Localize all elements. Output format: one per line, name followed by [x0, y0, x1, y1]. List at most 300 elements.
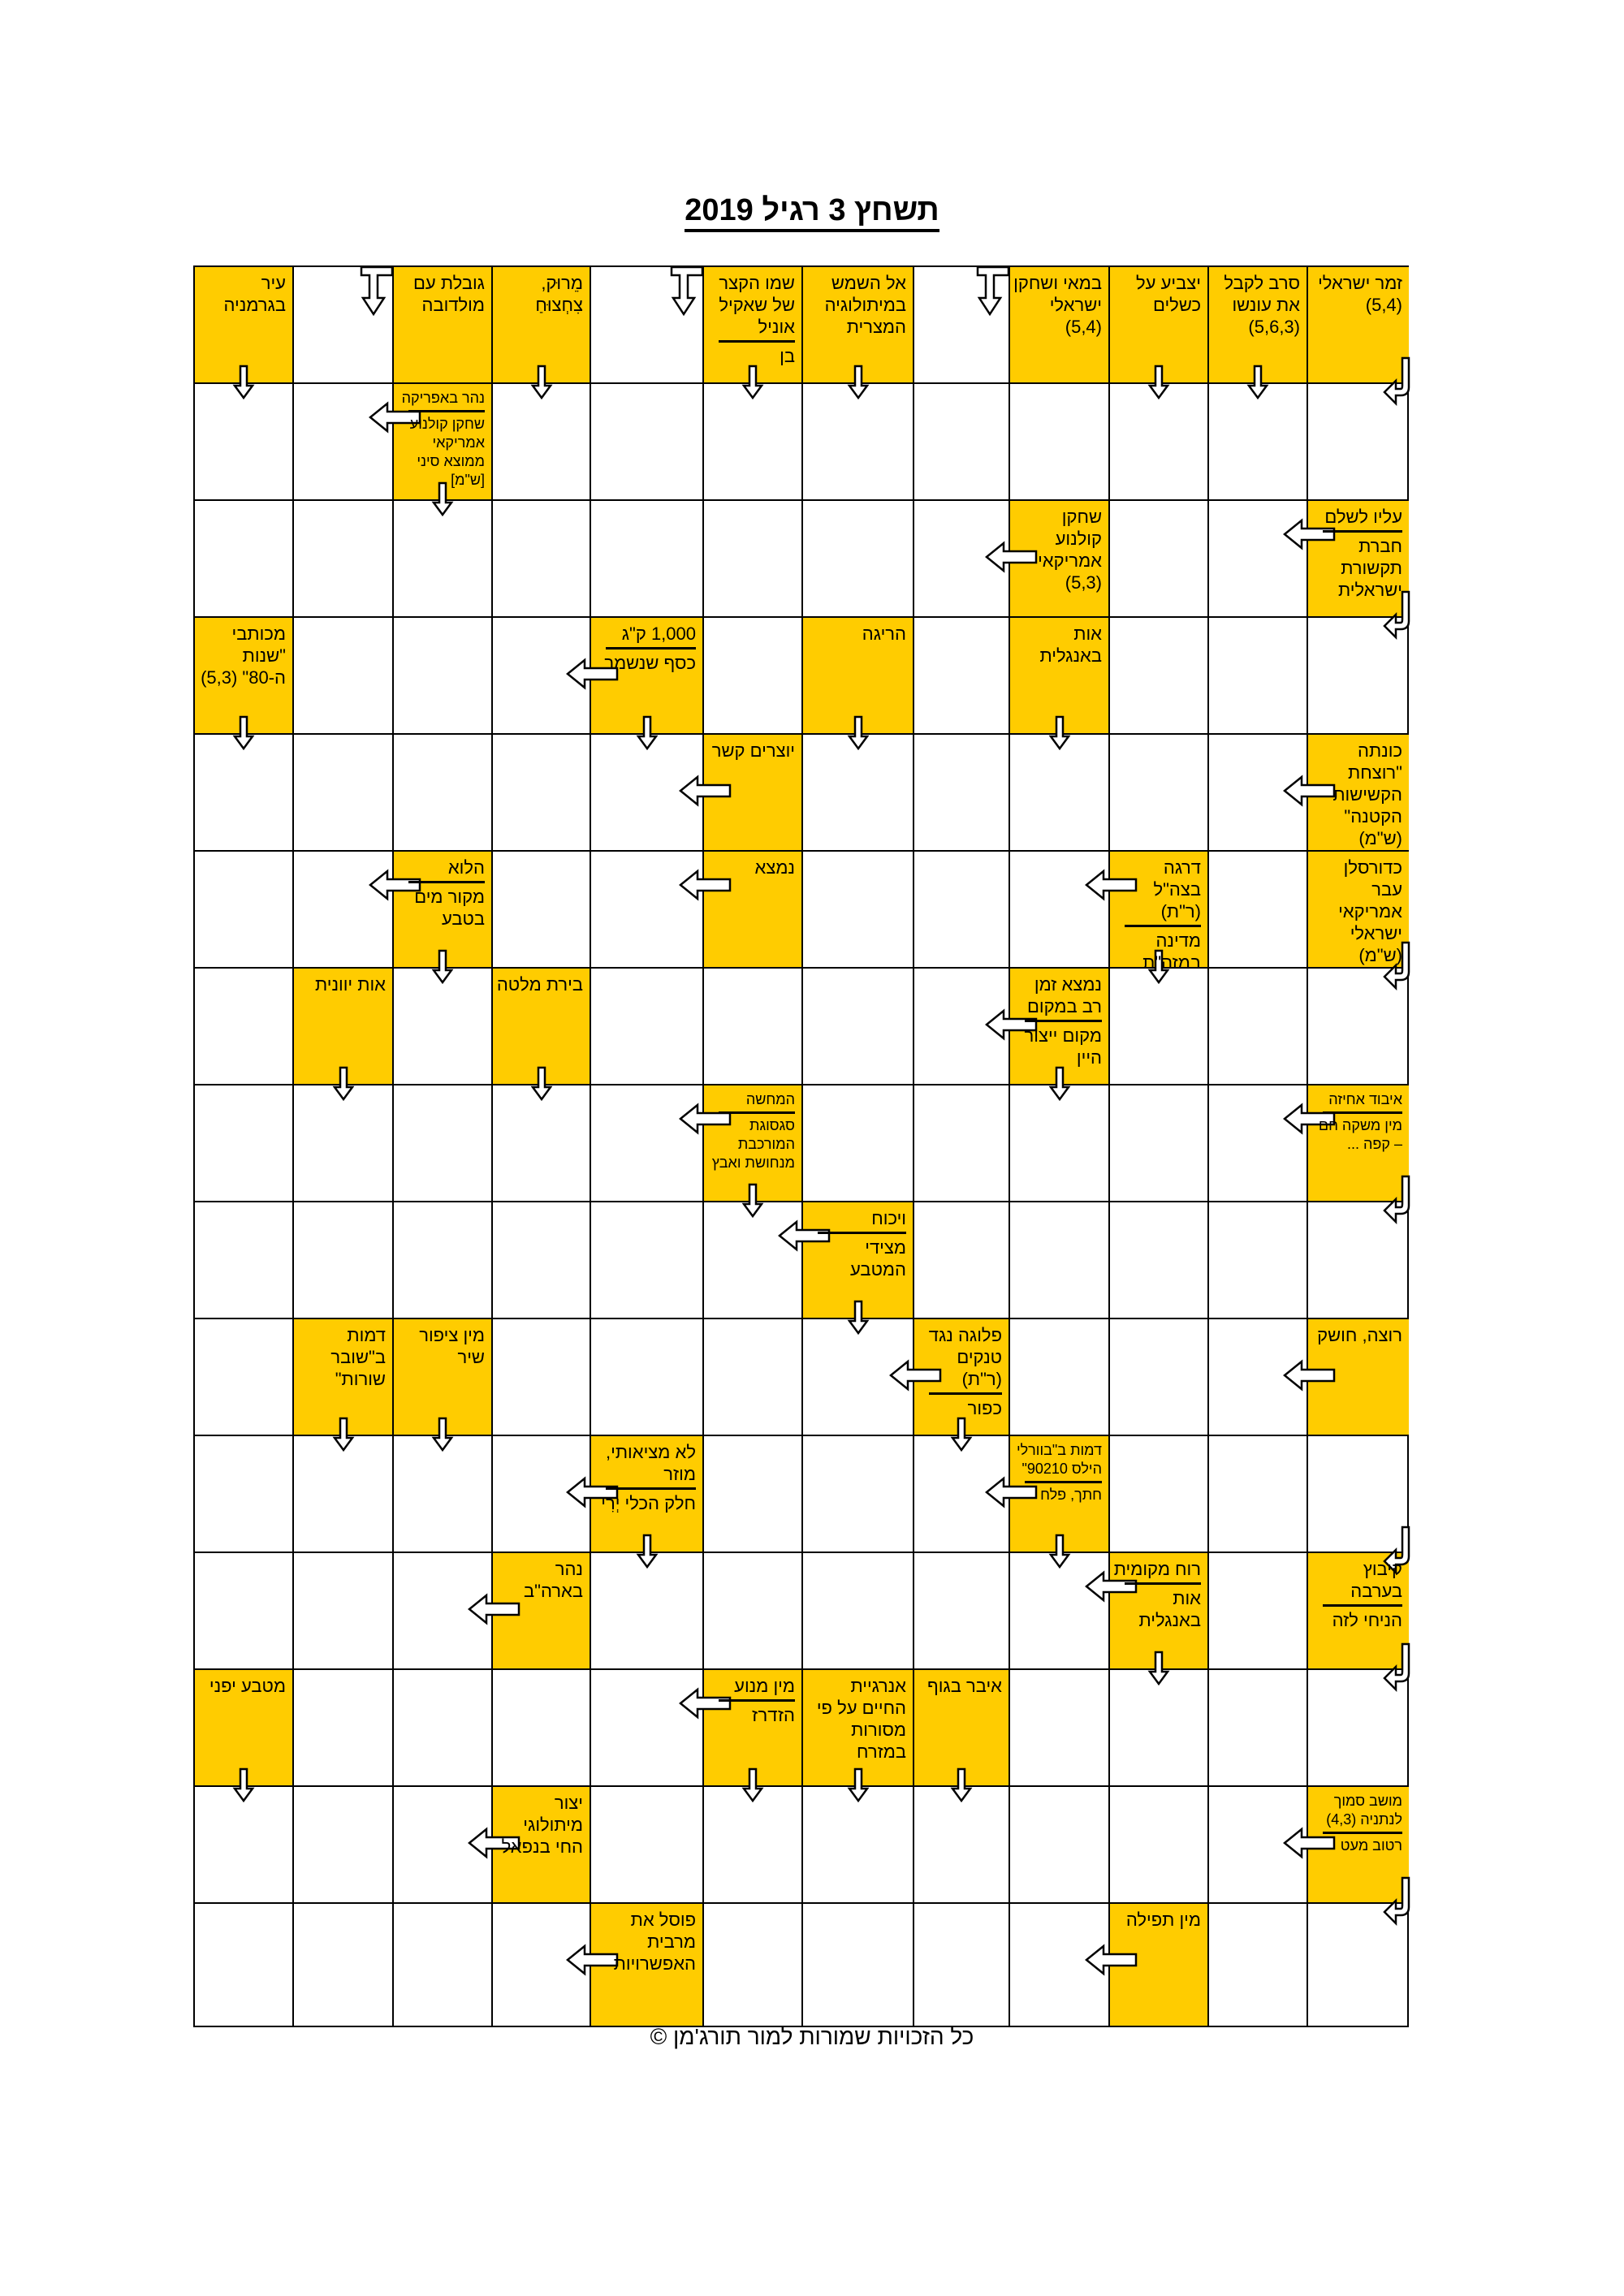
answer-cell[interactable]	[591, 384, 704, 501]
puzzle-title	[0, 193, 1624, 228]
arrow-curve-icon	[1381, 358, 1414, 410]
crossword-grid	[193, 265, 1409, 2027]
arrow-left-icon	[1086, 1944, 1136, 1975]
clue-text	[496, 973, 583, 995]
clue: מכותבי "שנות ה-80" (5,3)	[201, 624, 286, 688]
arrow-shape	[335, 1068, 352, 1099]
clue-divider	[1025, 1481, 1102, 1483]
clue-text	[1311, 1090, 1402, 1154]
clue-text	[1311, 506, 1402, 601]
arrow-shape	[1285, 1362, 1334, 1389]
clue: יצביע על כשלים	[1136, 273, 1201, 315]
answer-cell[interactable]	[493, 501, 591, 618]
clue-cell[interactable]	[1308, 1553, 1409, 1670]
answer-cell[interactable]	[591, 267, 704, 384]
arrow-down-icon	[334, 1418, 353, 1451]
clue-cell[interactable]	[704, 1085, 803, 1202]
answer-cell[interactable]	[493, 1202, 591, 1319]
answer-cell[interactable]	[914, 735, 1010, 852]
answer-cell[interactable]	[591, 1319, 704, 1436]
clue-text	[707, 1675, 795, 1726]
answer-cell[interactable]	[294, 618, 394, 735]
arrow-down-icon	[1149, 1652, 1168, 1685]
answer-cell[interactable]	[394, 1904, 493, 2026]
arrow-shape	[849, 1301, 867, 1333]
answer-cell[interactable]	[294, 1670, 394, 1787]
clue: יוצרים קשר	[711, 740, 795, 761]
answer-cell[interactable]	[803, 969, 914, 1085]
clue: איבוד אחיזה	[1328, 1091, 1402, 1107]
answer-cell[interactable]	[1110, 618, 1209, 735]
clue-cell[interactable]	[195, 267, 294, 384]
arrow-down-icon	[1248, 366, 1268, 399]
arrow-shape	[978, 267, 1009, 314]
clue: שחקן קולנוע אמריקאי ממוצא סיני [ש"מ]	[409, 416, 485, 488]
answer-cell[interactable]	[294, 1787, 394, 1904]
clue-cell[interactable]	[394, 852, 493, 969]
answer-cell[interactable]	[493, 384, 591, 501]
answer-cell[interactable]	[704, 384, 803, 501]
clue-cell[interactable]	[1308, 501, 1409, 618]
arrow-down-icon	[743, 1185, 762, 1217]
clue-cell[interactable]	[704, 267, 803, 384]
clue: פוסל את מרבית האפשרויות	[613, 1910, 696, 1974]
answer-cell[interactable]	[914, 1085, 1010, 1202]
clue-cell[interactable]	[1308, 1319, 1409, 1436]
answer-cell[interactable]	[195, 1904, 294, 2026]
answer-cell[interactable]	[803, 735, 914, 852]
answer-cell[interactable]	[1209, 618, 1308, 735]
clue-cell[interactable]	[1110, 267, 1209, 384]
answer-cell[interactable]	[1110, 1436, 1209, 1553]
clue-cell[interactable]	[1010, 267, 1110, 384]
clue: רטוב מעט	[1340, 1837, 1402, 1854]
clue-cell[interactable]	[394, 1319, 493, 1436]
clue-cell[interactable]	[1209, 267, 1308, 384]
arrow-shape	[1051, 1535, 1069, 1567]
clue-text	[1311, 1324, 1402, 1346]
answer-cell[interactable]	[914, 1553, 1010, 1670]
clue: מֵרוּק, צִחְצוּחַ	[535, 273, 583, 315]
answer-cell[interactable]	[493, 1319, 591, 1436]
clue: גובלת עם מולדובה	[413, 273, 485, 315]
arrow-down-icon	[849, 1301, 868, 1334]
clue-text	[918, 1324, 1002, 1419]
clue-text	[1311, 857, 1402, 966]
answer-cell[interactable]	[294, 267, 394, 384]
clue-text	[918, 1675, 1002, 1697]
arrow-shape	[361, 267, 392, 314]
clue-text	[397, 389, 485, 490]
clue-cell[interactable]	[591, 1436, 704, 1553]
clue-cell[interactable]	[1110, 1904, 1209, 2026]
clue: סגסוגת המורכבת מנחושת ואבץ	[711, 1117, 795, 1171]
answer-cell[interactable]	[1209, 969, 1308, 1085]
answer-cell[interactable]	[803, 1436, 914, 1553]
clue: מושב סמוך לנתניה (4,3)	[1326, 1793, 1402, 1828]
clue-divider	[929, 1392, 1002, 1395]
arrow-corner-icon	[976, 265, 1012, 316]
clue: עליו לשלם	[1324, 507, 1402, 527]
answer-cell[interactable]	[1010, 735, 1110, 852]
clue: יצור מיתולוגי החי בנפאל	[501, 1793, 583, 1857]
arrow-left-icon	[680, 775, 730, 806]
arrow-shape	[1249, 366, 1267, 398]
clue: חתך, פלח	[1040, 1487, 1102, 1503]
clue: רוח מקומית	[1113, 1559, 1201, 1579]
clue-text	[1013, 1441, 1102, 1504]
answer-cell[interactable]	[704, 1904, 803, 2026]
arrow-shape	[672, 267, 702, 314]
arrow-curve-icon	[1381, 1176, 1414, 1228]
clue-text	[806, 1675, 906, 1763]
answer-cell[interactable]	[195, 1553, 294, 1670]
clue-cell[interactable]	[294, 969, 394, 1085]
clue: אנרגיית החיים על פי מסורות במזרח	[816, 1676, 906, 1762]
clue: הזדרז	[752, 1705, 795, 1725]
clue: רוצה, חושק	[1317, 1325, 1402, 1345]
answer-cell[interactable]	[803, 1787, 914, 1904]
clue: סרב לקבל את עונשו (5,6,3)	[1224, 273, 1300, 337]
clue: מין תפילה	[1125, 1910, 1201, 1930]
clue-cell[interactable]	[704, 1670, 803, 1787]
clue-text	[496, 272, 583, 316]
arrow-shape	[1384, 1176, 1409, 1222]
answer-cell[interactable]	[195, 1202, 294, 1319]
clue: מין מנוע	[734, 1676, 795, 1696]
arrow-shape	[235, 1769, 253, 1801]
answer-cell[interactable]	[294, 1904, 394, 2026]
answer-cell[interactable]	[704, 618, 803, 735]
answer-cell[interactable]	[803, 1904, 914, 2026]
clue-text	[594, 623, 696, 674]
answer-cell[interactable]	[195, 1787, 294, 1904]
answer-cell[interactable]	[1110, 1670, 1209, 1787]
answer-cell[interactable]	[914, 1787, 1010, 1904]
clue-text	[297, 973, 386, 995]
clue-cell[interactable]	[1308, 735, 1409, 852]
answer-cell[interactable]	[195, 384, 294, 501]
answer-cell[interactable]	[1308, 1436, 1409, 1553]
clue-text	[198, 272, 286, 316]
clue: מדינה במזה"ת	[1142, 930, 1201, 973]
clue: כסף שנשמר	[604, 653, 696, 673]
answer-cell[interactable]	[1209, 1670, 1308, 1787]
answer-cell[interactable]	[394, 501, 493, 618]
answer-cell[interactable]	[1010, 1319, 1110, 1436]
clue-cell[interactable]	[195, 618, 294, 735]
clue: נהר בארה"ב	[524, 1559, 583, 1601]
answer-cell[interactable]	[394, 1085, 493, 1202]
arrow-shape	[952, 1769, 970, 1801]
clue: דרגה בצה"ל (ר"ת)	[1153, 857, 1201, 921]
clue-text	[1311, 740, 1402, 849]
arrow-shape	[849, 1769, 867, 1801]
clue-cell[interactable]	[1110, 1553, 1209, 1670]
arrow-shape	[235, 717, 253, 749]
clue: בירת מלטה	[496, 974, 583, 995]
answer-cell[interactable]	[394, 1670, 493, 1787]
answer-cell[interactable]	[294, 1085, 394, 1202]
clue-text	[1013, 506, 1102, 593]
answer-cell[interactable]	[1110, 1787, 1209, 1904]
arrow-down-icon	[433, 951, 452, 983]
answer-cell[interactable]	[294, 1553, 394, 1670]
arrow-shape	[744, 1185, 762, 1216]
answer-cell[interactable]	[394, 735, 493, 852]
clue-divider	[408, 881, 485, 883]
clue-text	[806, 623, 906, 645]
answer-cell[interactable]	[803, 384, 914, 501]
clue-cell[interactable]	[294, 1319, 394, 1436]
answer-cell[interactable]	[803, 1553, 914, 1670]
clue-cell[interactable]	[803, 267, 914, 384]
arrow-shape	[1384, 1644, 1409, 1690]
clue: מקום ייצור היין	[1024, 1025, 1102, 1068]
clue: כפור	[967, 1398, 1002, 1418]
clue-cell[interactable]	[493, 267, 591, 384]
answer-cell[interactable]	[1110, 1202, 1209, 1319]
clue-text	[1013, 272, 1102, 338]
clue: דמות ב"שובר שורות"	[330, 1325, 386, 1389]
arrow-shape	[849, 366, 867, 398]
clue-cell[interactable]	[1308, 1085, 1409, 1202]
clue-divider	[1125, 1582, 1201, 1585]
arrow-shape	[1384, 358, 1409, 404]
arrow-down-icon	[1050, 717, 1069, 749]
clue-text	[707, 740, 795, 762]
clue: הלוא	[447, 857, 485, 878]
arrow-corner-icon	[670, 265, 706, 316]
clue-text	[297, 1324, 386, 1390]
clue-cell[interactable]	[591, 1904, 704, 2026]
answer-cell[interactable]	[1110, 969, 1209, 1085]
clue-text	[806, 272, 906, 338]
clue: כדורסלן עבר אמריקאי ישראלי (ש"מ)	[1338, 857, 1402, 965]
answer-cell[interactable]	[294, 735, 394, 852]
clue: מין משקה חם – קפה ...	[1318, 1117, 1402, 1152]
answer-cell[interactable]	[394, 1202, 493, 1319]
answer-cell[interactable]	[1010, 384, 1110, 501]
clue-cell[interactable]	[914, 1670, 1010, 1787]
arrow-shape	[638, 1535, 656, 1567]
answer-cell[interactable]	[493, 1670, 591, 1787]
clue: זמר ישראלי (5,4)	[1318, 273, 1402, 315]
answer-cell[interactable]	[394, 618, 493, 735]
answer-cell[interactable]	[1209, 384, 1308, 501]
answer-cell[interactable]	[195, 852, 294, 969]
clue: 1,000 ק"ג	[621, 624, 696, 644]
clue: אות יוונית	[314, 974, 386, 995]
answer-cell[interactable]	[704, 1436, 803, 1553]
clue-cell[interactable]	[1308, 852, 1409, 969]
clue-cell[interactable]	[803, 618, 914, 735]
clue: נמצא	[754, 857, 795, 878]
arrow-shape	[638, 717, 656, 749]
answer-cell[interactable]	[914, 618, 1010, 735]
answer-cell[interactable]	[914, 384, 1010, 501]
arrow-down-icon	[849, 1769, 868, 1802]
answer-cell[interactable]	[1110, 501, 1209, 618]
answer-cell[interactable]	[591, 1787, 704, 1904]
answer-cell[interactable]	[1110, 735, 1209, 852]
answer-cell[interactable]	[195, 1436, 294, 1553]
arrow-down-icon	[743, 366, 762, 399]
answer-cell[interactable]	[294, 501, 394, 618]
clue-cell[interactable]	[493, 1787, 591, 1904]
clue-divider	[408, 410, 485, 412]
clue-cell[interactable]	[1010, 618, 1110, 735]
answer-cell[interactable]	[493, 852, 591, 969]
arrow-curve-icon	[1381, 1878, 1414, 1930]
clue-cell[interactable]	[704, 852, 803, 969]
answer-cell[interactable]	[195, 969, 294, 1085]
clue-text	[1113, 1909, 1201, 1931]
clue-divider	[818, 1232, 906, 1234]
arrow-shape	[744, 1769, 762, 1801]
answer-cell[interactable]	[803, 501, 914, 618]
clue: מטבע יפני	[209, 1676, 286, 1696]
answer-cell[interactable]	[591, 501, 704, 618]
answer-cell[interactable]	[1110, 1085, 1209, 1202]
arrow-down-icon	[1050, 1535, 1069, 1568]
answer-cell[interactable]	[1010, 1787, 1110, 1904]
answer-cell[interactable]	[195, 1085, 294, 1202]
answer-cell[interactable]	[493, 1085, 591, 1202]
arrow-left-icon	[1284, 1360, 1334, 1391]
copyright-footer: כל הזכויות שמורות למור תורג'מן ©	[650, 2024, 974, 2049]
clue-text	[1113, 1558, 1201, 1631]
arrow-down-icon	[952, 1418, 971, 1451]
clue: מקור מים בטבע	[414, 887, 485, 929]
answer-cell[interactable]	[294, 1436, 394, 1553]
answer-cell[interactable]	[1209, 852, 1308, 969]
arrow-curve-icon	[1381, 1644, 1414, 1696]
clue-divider	[606, 647, 696, 650]
answer-cell[interactable]	[1209, 1553, 1308, 1670]
answer-cell[interactable]	[591, 969, 704, 1085]
clue-cell[interactable]	[394, 384, 493, 501]
answer-cell[interactable]	[704, 501, 803, 618]
clue: איבר בגוף	[927, 1676, 1002, 1696]
arrow-down-icon	[234, 366, 253, 399]
clue-divider	[1323, 530, 1402, 533]
answer-cell[interactable]	[1010, 1202, 1110, 1319]
answer-cell[interactable]	[914, 1904, 1010, 2026]
answer-cell[interactable]	[195, 501, 294, 618]
answer-cell[interactable]	[394, 1436, 493, 1553]
arrow-shape	[434, 951, 451, 982]
answer-cell[interactable]	[1209, 1202, 1308, 1319]
clue-divider	[719, 340, 795, 343]
answer-cell[interactable]	[1209, 1436, 1308, 1553]
clue: נמצא זמן רב במקום	[1026, 974, 1102, 1016]
clue-divider	[1323, 1832, 1402, 1834]
answer-cell[interactable]	[803, 1085, 914, 1202]
answer-cell[interactable]	[1110, 1319, 1209, 1436]
clue-divider	[1323, 1111, 1402, 1114]
answer-cell[interactable]	[704, 1319, 803, 1436]
answer-cell[interactable]	[704, 1787, 803, 1904]
clue: פלוגה נגד טנקים (ר"ת)	[928, 1325, 1002, 1389]
answer-cell[interactable]	[591, 1553, 704, 1670]
arrow-shape	[1150, 1652, 1168, 1684]
clue-divider	[606, 1487, 696, 1490]
clue-cell[interactable]	[914, 1319, 1010, 1436]
answer-cell[interactable]	[914, 267, 1010, 384]
clue-text	[806, 1207, 906, 1280]
clue: המחשה	[745, 1091, 795, 1107]
clue-text	[1311, 1792, 1402, 1855]
clue: עיר בגרמניה	[223, 273, 286, 315]
clue: שמו הקצר של שאקיל אוניל	[719, 273, 795, 337]
clue-cell[interactable]	[1010, 969, 1110, 1085]
clue-cell[interactable]	[591, 618, 704, 735]
clue-cell[interactable]	[803, 1202, 914, 1319]
answer-cell[interactable]	[195, 1319, 294, 1436]
clue: דמות ב"בוורלי הילס 90210"	[1016, 1442, 1102, 1477]
clue-divider	[1125, 925, 1201, 927]
clue-cell[interactable]	[1010, 1436, 1110, 1553]
clue: הניחי לזה	[1332, 1610, 1402, 1630]
clue-cell[interactable]	[394, 267, 493, 384]
answer-cell[interactable]	[914, 852, 1010, 969]
clue-text	[594, 1909, 696, 1974]
clue-text	[594, 1441, 696, 1514]
answer-cell[interactable]	[704, 969, 803, 1085]
arrow-shape	[434, 1418, 451, 1450]
answer-cell[interactable]	[704, 1553, 803, 1670]
clue-cell[interactable]	[1308, 1787, 1409, 1904]
clue-cell[interactable]	[195, 1670, 294, 1787]
clue-cell[interactable]	[1308, 267, 1409, 384]
clue-text	[707, 857, 795, 878]
arrow-down-icon	[1149, 366, 1168, 399]
arrow-down-icon	[433, 1418, 452, 1451]
arrow-shape	[235, 366, 253, 398]
answer-cell[interactable]	[1010, 1085, 1110, 1202]
clue-text	[397, 857, 485, 930]
clue: כונתה "רוצחת הקשישות הקטנה" (ש"מ)	[1332, 740, 1402, 848]
clue-cell[interactable]	[704, 735, 803, 852]
clue: חברת תקשורת ישראלית	[1337, 536, 1402, 600]
clue: קיבוץ בערבה	[1350, 1559, 1402, 1601]
answer-cell[interactable]	[294, 1202, 394, 1319]
answer-cell[interactable]	[195, 735, 294, 852]
answer-cell[interactable]	[1209, 1904, 1308, 2026]
answer-cell[interactable]	[493, 735, 591, 852]
answer-cell[interactable]	[1010, 1670, 1110, 1787]
arrow-shape	[1051, 1068, 1069, 1099]
clue-cell[interactable]	[1110, 852, 1209, 973]
arrow-shape	[1086, 1946, 1136, 1974]
arrow-shape	[849, 717, 867, 749]
answer-cell[interactable]	[803, 852, 914, 969]
answer-cell[interactable]	[394, 969, 493, 1085]
clue-cell[interactable]	[1010, 501, 1110, 618]
clue-divider	[1025, 1020, 1102, 1022]
arrow-down-icon	[532, 1068, 551, 1100]
clue-text	[1013, 623, 1102, 667]
clue-text	[496, 1792, 583, 1858]
arrow-down-icon	[849, 366, 868, 399]
clue-cell[interactable]	[493, 969, 591, 1085]
clue-cell[interactable]	[803, 1670, 914, 1787]
answer-cell[interactable]	[914, 1202, 1010, 1319]
answer-cell[interactable]	[591, 1202, 704, 1319]
clue-cell[interactable]	[493, 1553, 591, 1670]
answer-cell[interactable]	[1110, 384, 1209, 501]
